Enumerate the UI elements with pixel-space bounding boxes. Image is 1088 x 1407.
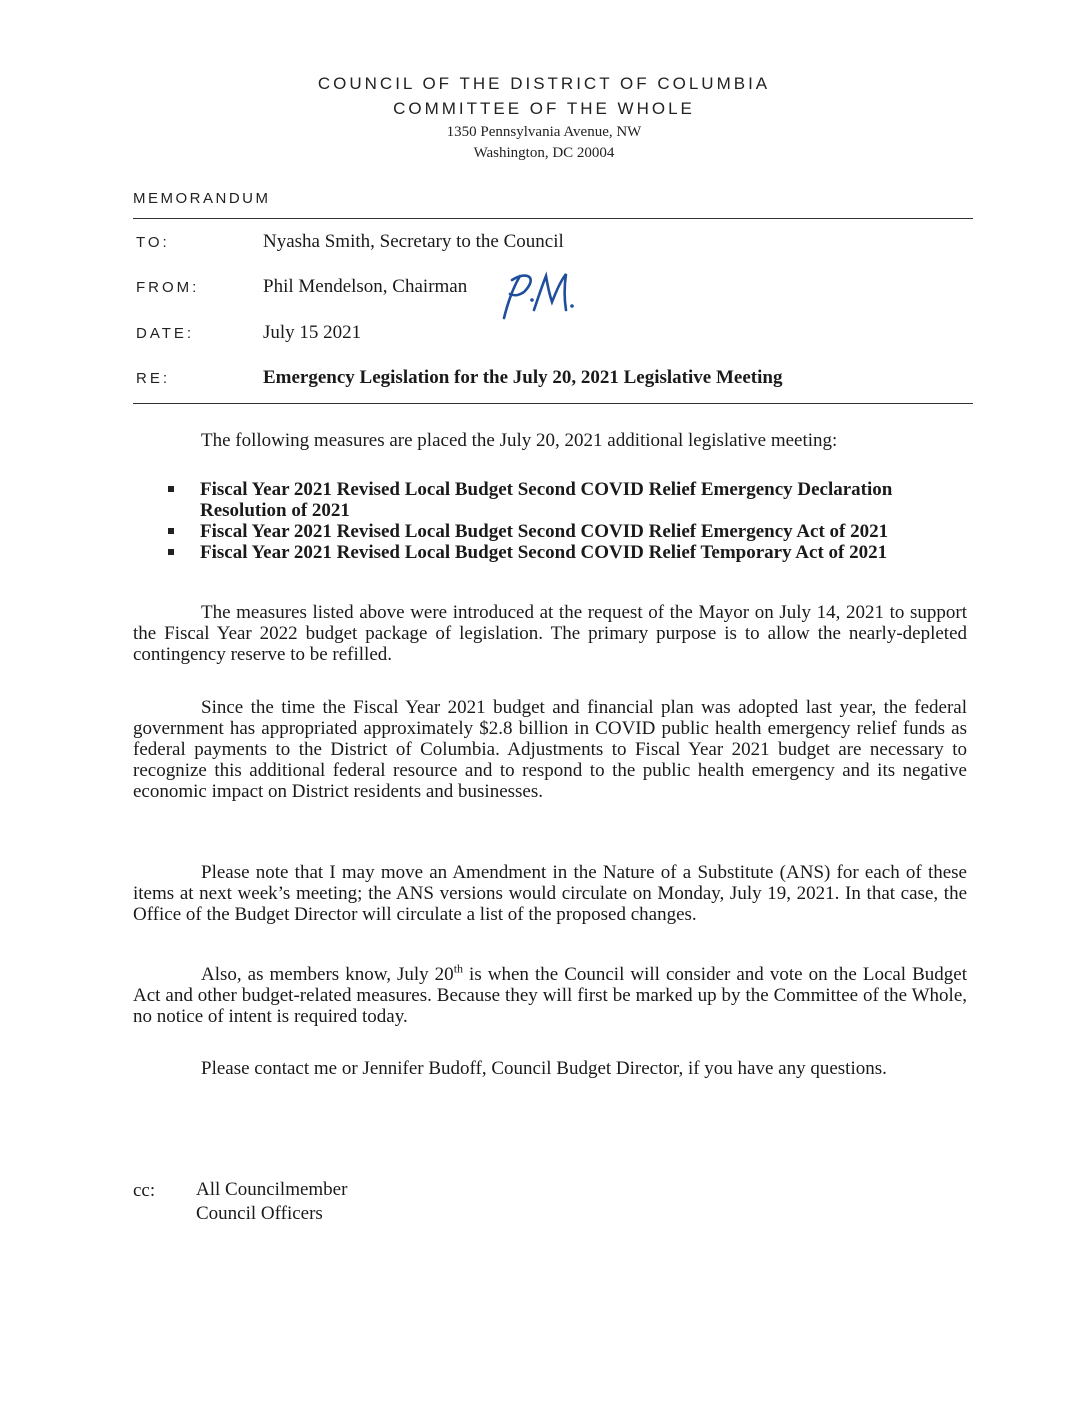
from-label: FROM: <box>136 279 200 296</box>
measures-list <box>166 479 972 563</box>
header-top-rule <box>133 218 973 219</box>
address-line1: 1350 Pennsylvania Avenue, NW <box>446 124 642 140</box>
re-label: RE: <box>136 370 171 387</box>
list-item: Fiscal Year 2021 Revised Local Budget Second COVID Relief Temporary Act of 2021 <box>166 542 972 563</box>
bullet-square-icon <box>168 486 174 492</box>
bullet-square-icon <box>168 549 174 555</box>
cc-recipient: All Councilmember <box>196 1179 348 1200</box>
intro-text: The following measures are placed the July 20, 2021 additional legislative meeting: <box>201 430 838 451</box>
to-label: TO: <box>136 234 170 251</box>
paragraph-ans-note: Please note that I may move an Amendment in the Nature of a Substitute (ANS) for each of these items at next week’s meeting; the ANS versions would circulate on Monday, July 19, 2021. In that case, the Office of the Budget Director will circulate a list of the proposed changes. <box>133 862 967 925</box>
cc-recipient: Council Officers <box>196 1203 323 1224</box>
memorandum-label: MEMORANDUM <box>133 190 271 207</box>
address-line2: Washington, DC 20004 <box>473 145 615 161</box>
date-value: July 15 2021 <box>263 322 362 343</box>
date-label: DATE: <box>136 325 195 342</box>
from-value: Phil Mendelson, Chairman <box>263 276 468 297</box>
bullet-square-icon <box>168 528 174 534</box>
org-name-line2: COMMITTEE OF THE WHOLE <box>393 99 695 118</box>
paragraph-introduction-request: The measures listed above were introduced at the request of the Mayor on July 14, 2021 to support the Fiscal Year 2022 budget package of legislation. The primary purpose is to allow the nearly-depleted contingency reserve to be refilled. <box>133 602 967 665</box>
header-bottom-rule <box>133 403 973 404</box>
org-name-line1: COUNCIL OF THE DISTRICT OF COLUMBIA <box>317 74 771 93</box>
re-value: Emergency Legislation for the July 20, 2021 Legislative Meeting <box>263 367 783 388</box>
list-item: Fiscal Year 2021 Revised Local Budget Second COVID Relief Emergency Declaration Resolution of 2021 <box>166 479 972 521</box>
cc-label: cc: <box>133 1180 156 1201</box>
paragraph-federal-funds: Since the time the Fiscal Year 2021 budget and financial plan was adopted last year, the federal government has appropriated approximately $2.8 billion in COVID public health emergency relief funds as federal payments to the District of Columbia. Adjustments to Fiscal Year 2021 budget are necessary to recognize this additional federal resource and to respond to the public health emergency and its negative economic impact on District residents and businesses. <box>133 697 967 802</box>
paragraph-vote-note: Also, as members know, July 20th is when the Council will consider and vote on the Local Budget Act and other budget-related measures. Because they will first be marked up by the Committee of the Whole, no notice of intent is required today. <box>133 961 968 1027</box>
list-item: Fiscal Year 2021 Revised Local Budget Second COVID Relief Emergency Act of 2021 <box>166 521 972 542</box>
signature-initials <box>494 266 586 326</box>
paragraph-contact: Please contact me or Jennifer Budoff, Council Budget Director, if you have any questions. <box>201 1058 887 1079</box>
to-value: Nyasha Smith, Secretary to the Council <box>263 231 564 252</box>
cc-recipients <box>196 1178 347 1226</box>
intro-paragraph <box>133 430 967 451</box>
